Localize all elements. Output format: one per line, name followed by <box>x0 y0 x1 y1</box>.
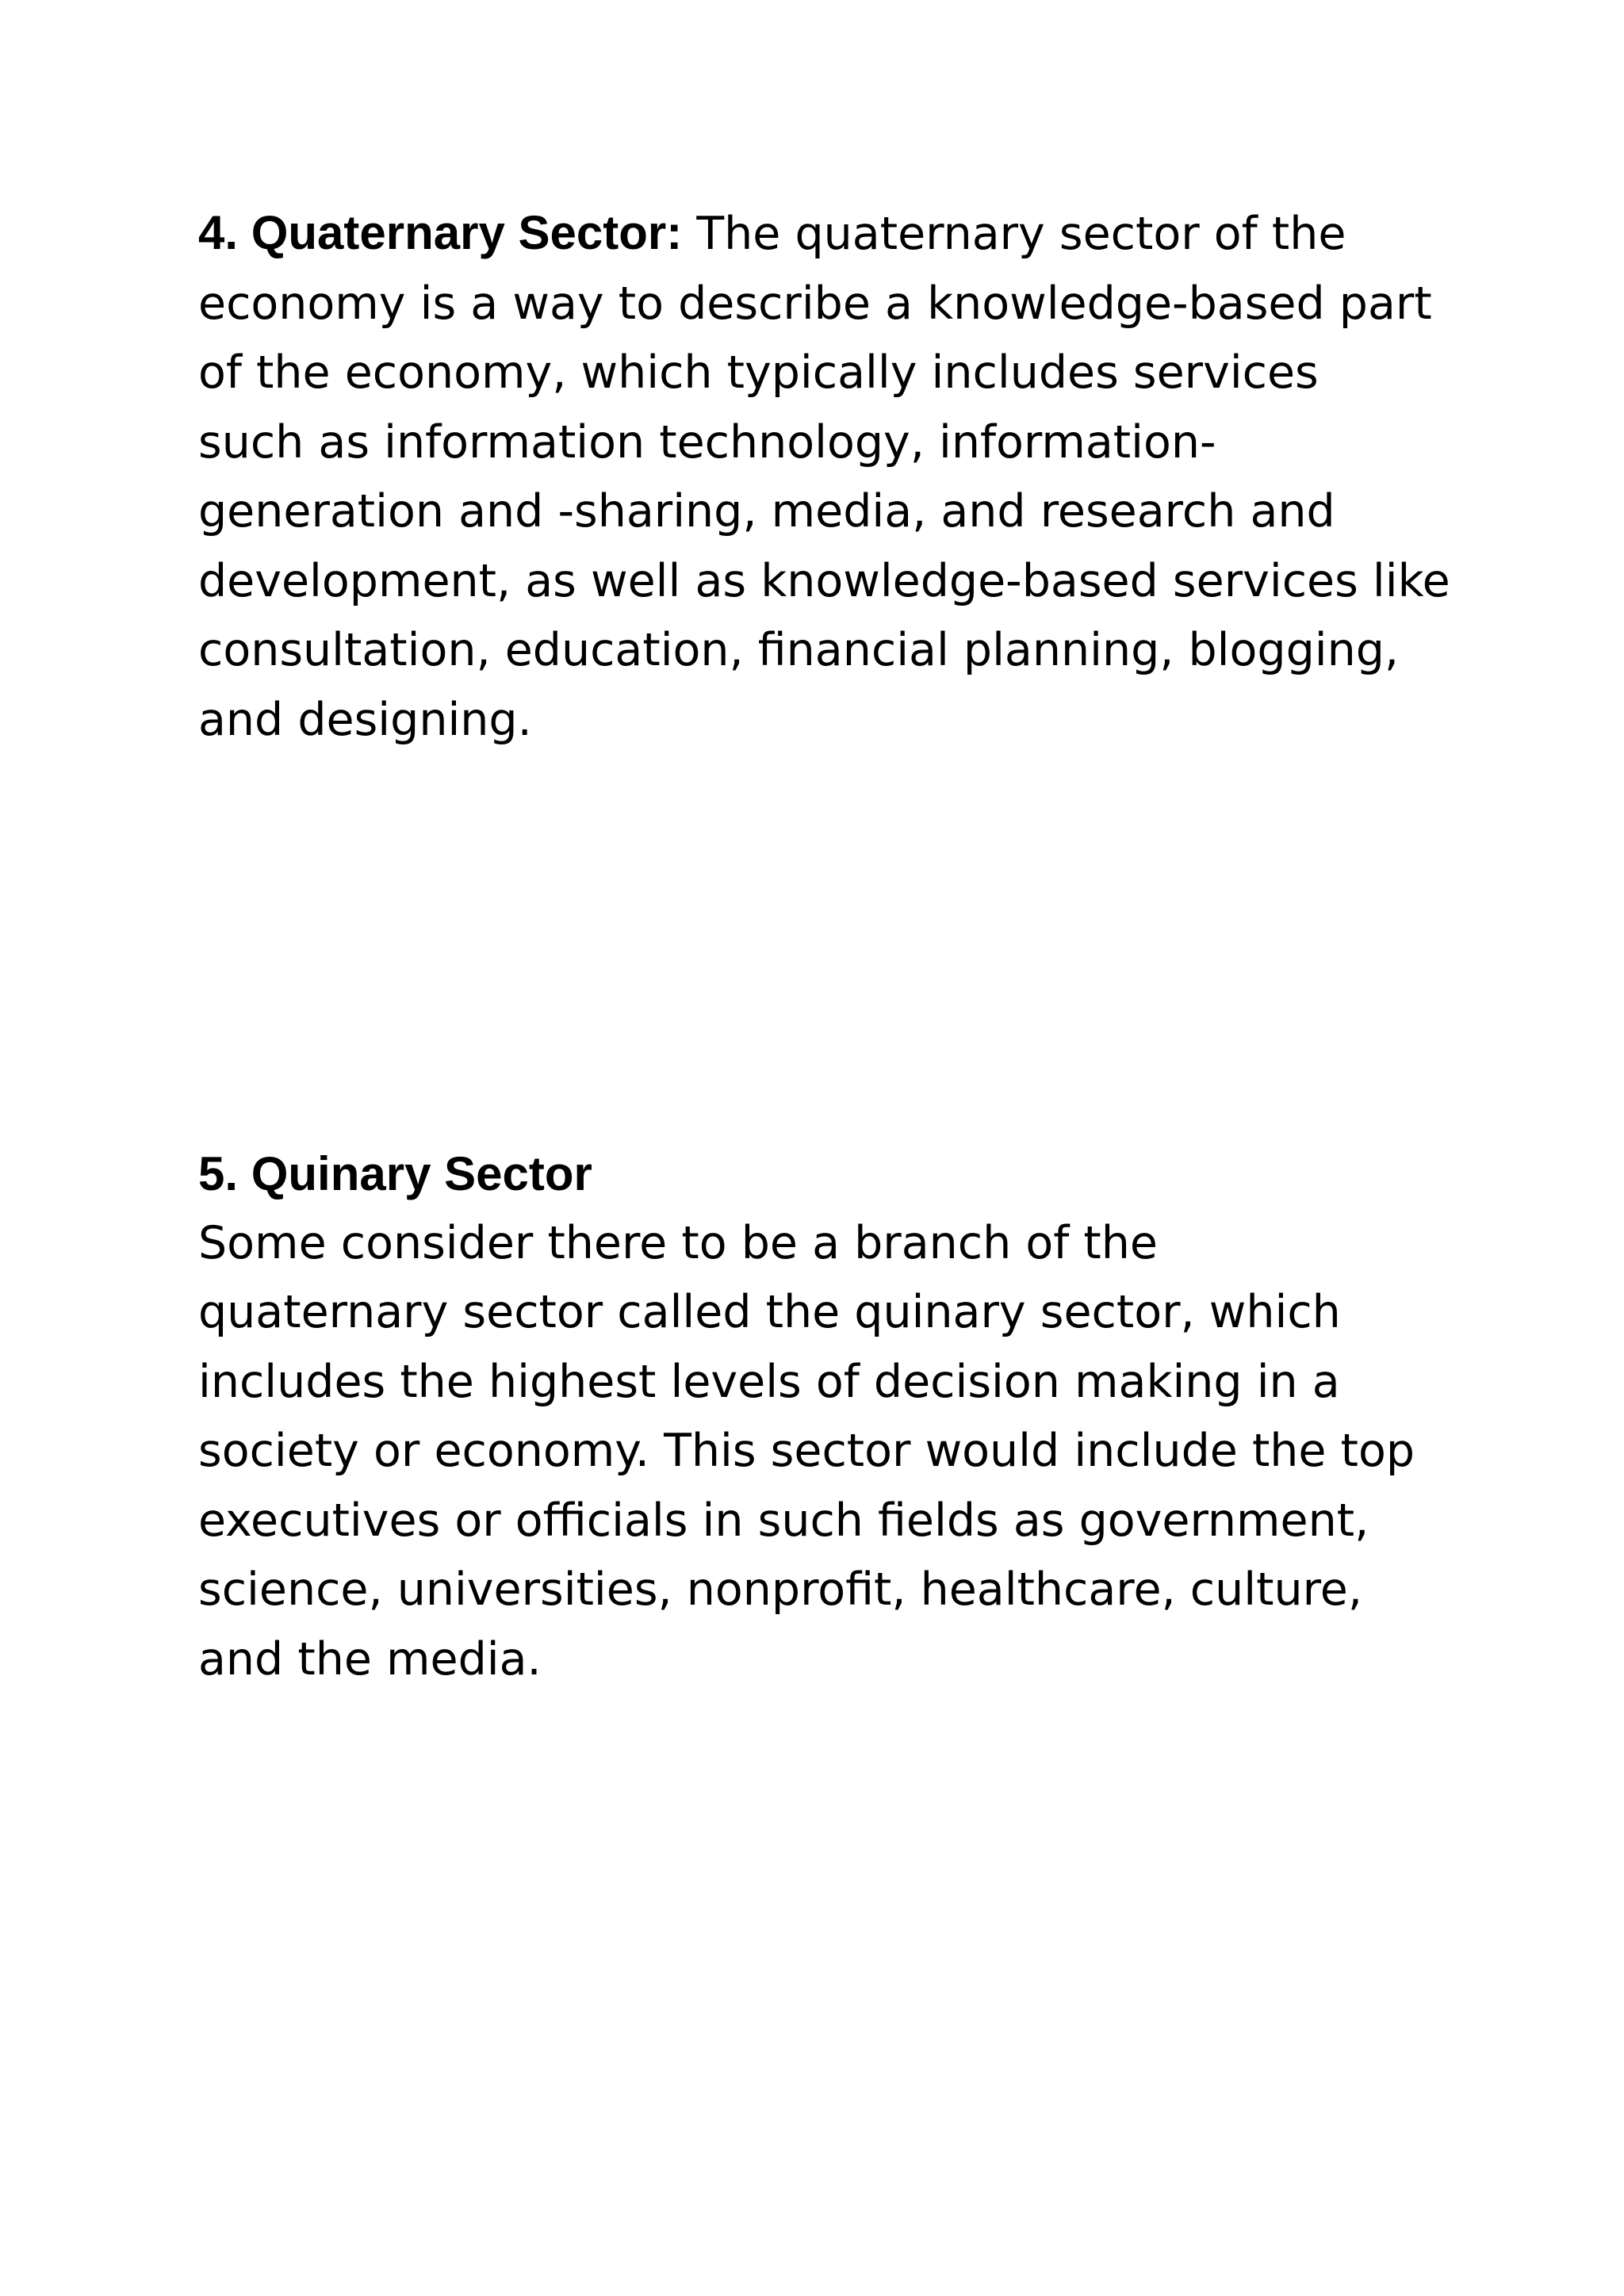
quaternary-sector-heading: 4. Quaternary Sector: <box>198 206 683 259</box>
quinary-sector-heading: 5. Quinary Sector <box>198 1147 592 1200</box>
quaternary-sector-text: The quaternary sector of the economy is a way to describe a knowledge-based part of the economy, which typically includes services such as information technology, information- generation and -sharing, media, and research and development, as well as knowledge-based services like consultation, education, financial planning, blogging, and designing. <box>198 208 1450 746</box>
quinary-sector-text: Some consider there to be a branch of the quaternary sector called the quinary sector, which includes the highest levels of decision making in a society or economy. This sector would include the top executives or officials in such fields as government, science, universities, nonprofit, healthcare, culture, and the media. <box>198 1216 1415 1686</box>
quinary-sector-section <box>198 1139 1515 1694</box>
quaternary-sector-paragraph <box>198 198 1515 755</box>
quaternary-sector-section <box>198 198 1515 755</box>
